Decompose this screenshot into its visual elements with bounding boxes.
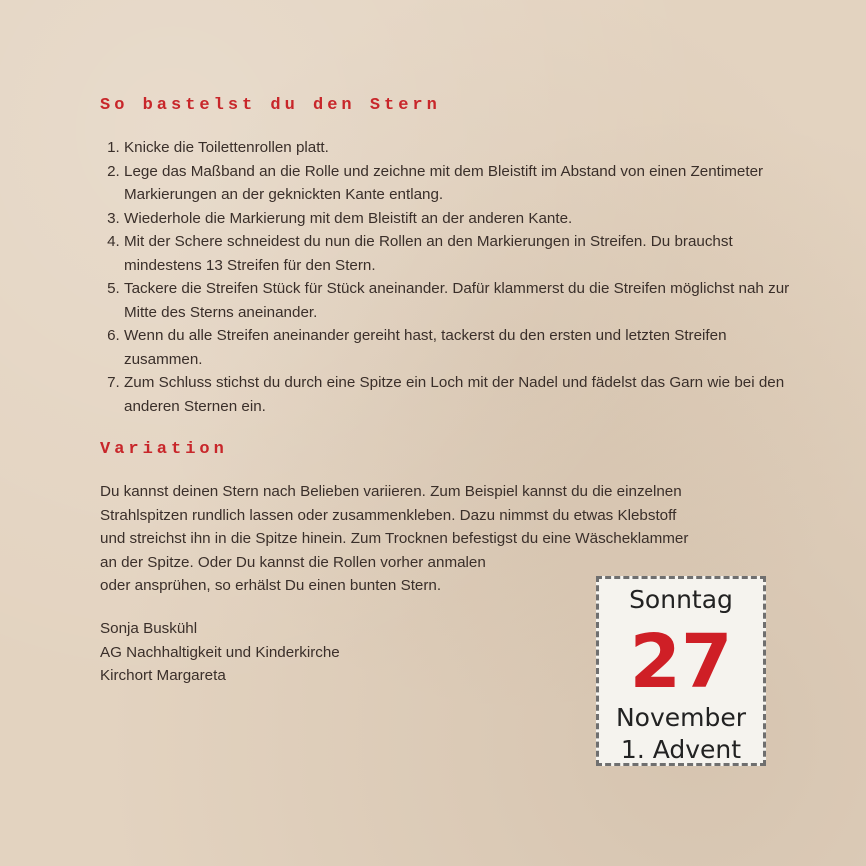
paragraph-line: an der Spitze. Oder Du kannst die Rollen vorher anmalen <box>100 553 486 571</box>
instruction-list <box>99 136 796 418</box>
calendar-weekday: Sonntag <box>629 585 733 614</box>
instruction-step: 5. Tackere die Streifen Stück für Stück aneinander. Dafür klammerst du die Streifen möglichst nah zur Mitte des Sterns aneinander. <box>124 277 796 324</box>
paragraph-line: Strahlspitzen rundlich lassen oder zusammenkleben. Dazu nimmst du etwas Klebstoff <box>100 506 677 524</box>
calendar-date-card <box>596 576 766 766</box>
instruction-step: 3. Wiederhole die Markierung mit dem Bleistift an der anderen Kante. <box>124 207 796 231</box>
author-block <box>100 617 340 688</box>
author-name: Sonja Buskühl <box>100 620 198 637</box>
calendar-event: 1. Advent <box>620 735 742 764</box>
section-heading-instructions: So bastelst du den Stern <box>100 96 441 115</box>
instruction-step: 7. Zum Schluss stichst du durch eine Spitze ein Loch mit der Nadel und fädelst das Garn wie bei den anderen Sternen ein. <box>124 371 796 418</box>
instruction-step: 6. Wenn du alle Streifen aneinander gereiht hast, tackerst du den ersten und letzten Streifen zusammen. <box>124 324 796 371</box>
instruction-step: 2. Lege das Maßband an die Rolle und zeichne mit dem Bleistift im Abstand von einen Zentimeter Markierungen an der geknickten Kante entlang. <box>124 160 796 207</box>
section-heading-variation: Variation <box>100 440 228 459</box>
paragraph-line: und streichst ihn in die Spitze hinein. Zum Trocknen befestigst du eine Wäscheklammer <box>100 530 689 547</box>
author-place: Kirchort Margareta <box>100 667 226 684</box>
author-group: AG Nachhaltigkeit und Kinderkirche <box>100 643 340 661</box>
calendar-day-number: 27 <box>629 619 733 705</box>
instruction-step: 1. Knicke die Toilettenrollen platt. <box>124 136 796 160</box>
paragraph-line: Du kannst deinen Stern nach Belieben variieren. Zum Beispiel kannst du die einzelnen <box>100 483 682 500</box>
paragraph-line: oder ansprühen, so erhälst Du einen bunten Stern. <box>100 577 442 594</box>
instruction-step: 4. Mit der Schere schneidest du nun die Rollen an den Markierungen in Streifen. Du brauchst mindestens 13 Streifen für den Stern. <box>124 230 796 277</box>
calendar-month: November <box>615 703 747 732</box>
